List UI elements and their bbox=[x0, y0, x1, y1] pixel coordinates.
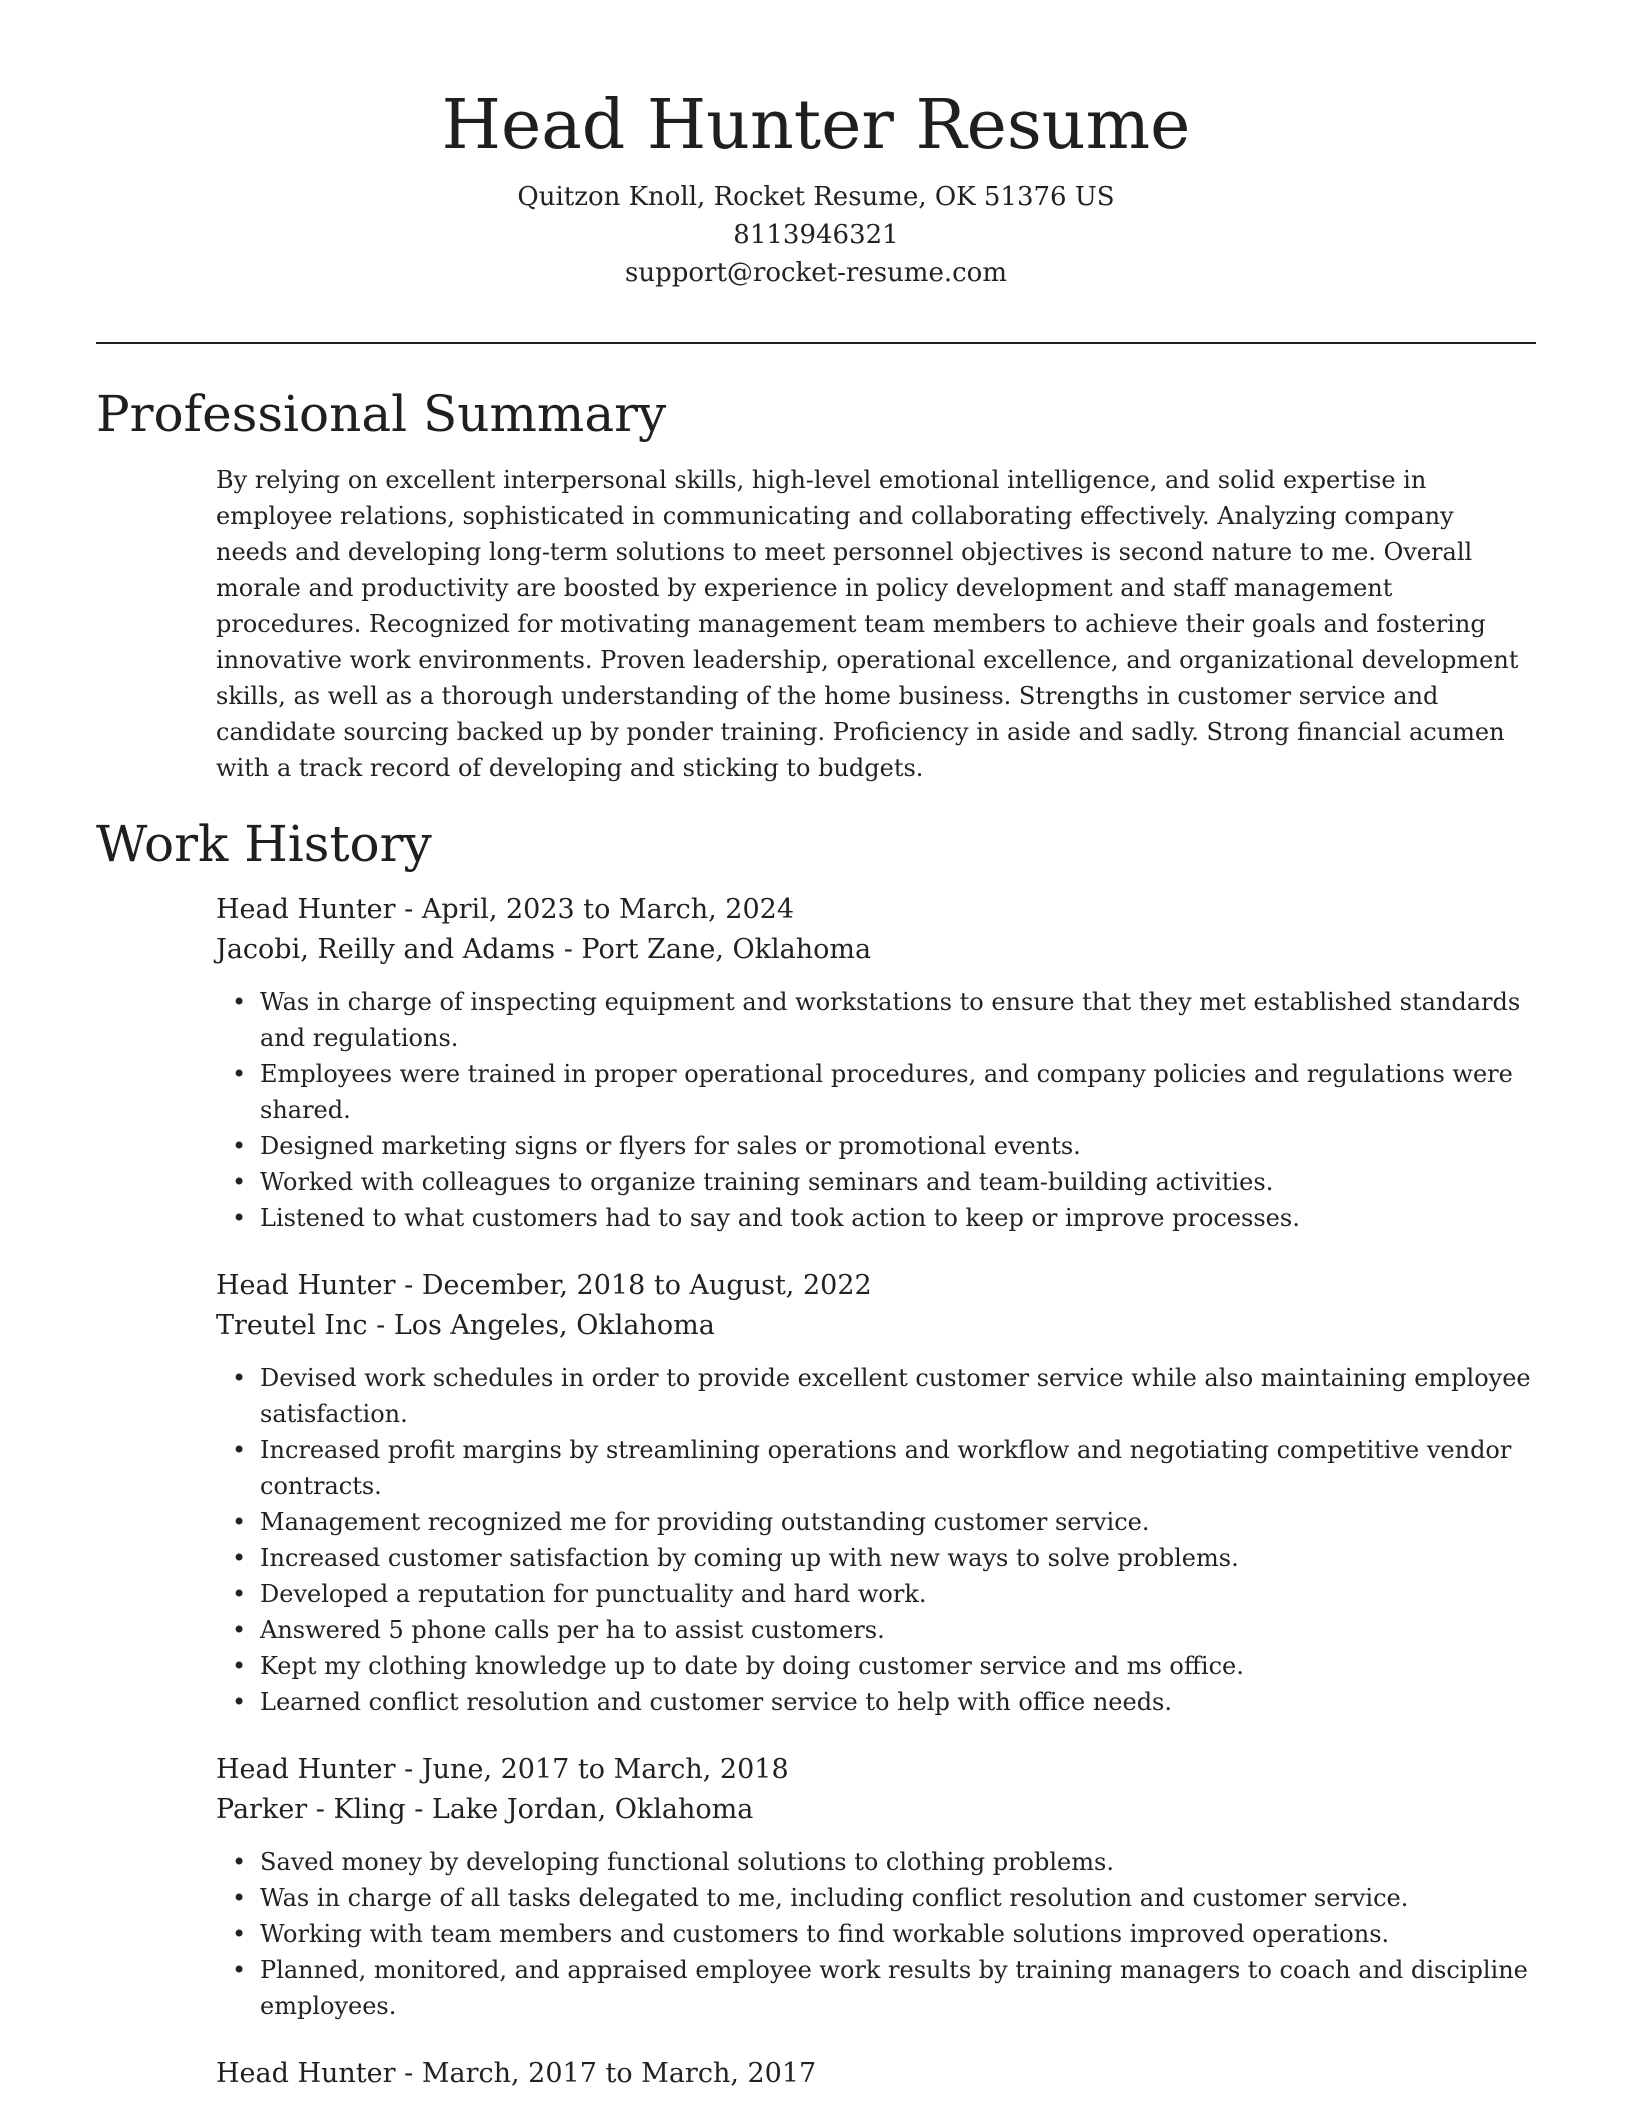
resume-header bbox=[0, 0, 1632, 292]
job-company-line bbox=[216, 930, 1536, 970]
bullet-text: Worked with colleagues to organize training seminars and team-building activities. bbox=[260, 1168, 1274, 1196]
job-location: Port Zane, Oklahoma bbox=[581, 934, 872, 965]
bullet-icon: • bbox=[232, 1364, 247, 1392]
bullet-icon: • bbox=[232, 1652, 247, 1680]
header-divider bbox=[96, 342, 1536, 344]
job-title-line bbox=[216, 2054, 1536, 2094]
bullet-icon: • bbox=[232, 1956, 247, 1984]
contact-address: Quitzon Knoll, Rocket Resume, OK 51376 US bbox=[517, 182, 1115, 212]
bullet-icon: • bbox=[232, 1688, 247, 1716]
work-history-heading: Work History bbox=[96, 815, 432, 873]
bullet-text: Kept my clothing knowledge up to date by doing customer service and ms office. bbox=[260, 1652, 1244, 1680]
list-item bbox=[232, 1200, 1536, 1236]
bullet-icon: • bbox=[232, 1132, 247, 1160]
job-entry bbox=[216, 890, 1536, 1236]
list-item bbox=[232, 1612, 1536, 1648]
list-item bbox=[232, 1360, 1536, 1432]
separator: - bbox=[395, 2058, 422, 2089]
job-bullet-list bbox=[216, 1844, 1536, 2024]
company-name: Treutel Inc bbox=[216, 1310, 368, 1341]
bullet-text: Working with team members and customers to find workable solutions improved operations. bbox=[260, 1920, 1390, 1948]
company-name: Jacobi, Reilly and Adams bbox=[216, 934, 556, 965]
bullet-text: Developed a reputation for punctuality and hard work. bbox=[260, 1580, 927, 1608]
bullet-text: Designed marketing signs or flyers for sales or promotional events. bbox=[260, 1132, 1081, 1160]
bullet-icon: • bbox=[232, 1436, 247, 1464]
resume-name: Head Hunter Resume bbox=[441, 86, 1191, 165]
list-item bbox=[232, 1684, 1536, 1720]
bullet-icon: • bbox=[232, 1060, 247, 1088]
job-location: Los Angeles, Oklahoma bbox=[393, 1310, 715, 1341]
job-entry bbox=[216, 1266, 1536, 1720]
bullet-text: Management recognized me for providing outstanding customer service. bbox=[260, 1508, 1150, 1536]
bullet-text: Increased customer satisfaction by coming up with new ways to solve problems. bbox=[260, 1544, 1239, 1572]
contact-phone: 8113946321 bbox=[733, 220, 899, 250]
job-dates: March, 2017 to March, 2017 bbox=[421, 2058, 817, 2089]
job-bullet-list bbox=[216, 1360, 1536, 1720]
job-title: Head Hunter bbox=[216, 1754, 396, 1785]
company-name: Parker - Kling bbox=[216, 1794, 406, 1825]
list-item bbox=[232, 1164, 1536, 1200]
bullet-icon: • bbox=[232, 988, 247, 1016]
job-company-line bbox=[216, 1790, 1536, 1830]
job-entry bbox=[216, 1750, 1536, 2024]
bullet-icon: • bbox=[232, 1508, 247, 1536]
job-dates: April, 2023 to March, 2024 bbox=[421, 894, 795, 925]
bullet-text: Was in charge of inspecting equipment and workstations to ensure that they met established standards and regulations. bbox=[260, 988, 1521, 1052]
job-dates: June, 2017 to March, 2018 bbox=[421, 1754, 789, 1785]
bullet-icon: • bbox=[232, 1168, 247, 1196]
bullet-text: Planned, monitored, and appraised employee work results by training managers to coach and discipline employees. bbox=[260, 1956, 1528, 2020]
bullet-text: Increased profit margins by streamlining operations and workflow and negotiating competitive vendor contracts. bbox=[260, 1436, 1512, 1500]
job-dates: December, 2018 to August, 2022 bbox=[421, 1270, 872, 1301]
list-item bbox=[232, 1128, 1536, 1164]
list-item bbox=[232, 1432, 1536, 1504]
list-item bbox=[232, 1916, 1536, 1952]
job-title-line bbox=[216, 890, 1536, 930]
contact-email: support@rocket-resume.com bbox=[624, 258, 1007, 288]
list-item bbox=[232, 1952, 1536, 2024]
bullet-icon: • bbox=[232, 1544, 247, 1572]
list-item bbox=[232, 1576, 1536, 1612]
bullet-text: Devised work schedules in order to provide excellent customer service while also maintaining employee satisfaction. bbox=[260, 1364, 1531, 1428]
summary-heading: Professional Summary bbox=[96, 385, 667, 443]
bullet-text: Employees were trained in proper operational procedures, and company policies and regulations were shared. bbox=[260, 1060, 1513, 1124]
bullet-icon: • bbox=[232, 1616, 247, 1644]
bullet-icon: • bbox=[232, 1920, 247, 1948]
separator: - bbox=[555, 934, 582, 965]
job-location: Lake Jordan, Oklahoma bbox=[431, 1794, 754, 1825]
job-title-line bbox=[216, 1266, 1536, 1306]
bullet-text: Listened to what customers had to say and took action to keep or improve processes. bbox=[260, 1204, 1300, 1232]
bullet-icon: • bbox=[232, 1580, 247, 1608]
job-company-line bbox=[216, 1306, 1536, 1346]
separator: - bbox=[395, 894, 422, 925]
list-item bbox=[232, 1844, 1536, 1880]
job-bullet-list bbox=[216, 984, 1536, 1236]
list-item bbox=[232, 1504, 1536, 1540]
separator: - bbox=[367, 1310, 394, 1341]
separator: - bbox=[395, 1270, 422, 1301]
list-item bbox=[232, 1540, 1536, 1576]
job-entry bbox=[216, 2054, 1536, 2094]
bullet-icon: • bbox=[232, 1884, 247, 1912]
bullet-text: Learned conflict resolution and customer service to help with office needs. bbox=[260, 1688, 1172, 1716]
separator: - bbox=[405, 1794, 432, 1825]
job-title: Head Hunter bbox=[216, 2058, 396, 2089]
list-item bbox=[232, 984, 1536, 1056]
list-item bbox=[232, 1648, 1536, 1684]
list-item bbox=[232, 1056, 1536, 1128]
job-title: Head Hunter bbox=[216, 1270, 396, 1301]
job-title: Head Hunter bbox=[216, 894, 396, 925]
bullet-icon: • bbox=[232, 1848, 247, 1876]
bullet-text: Answered 5 phone calls per ha to assist customers. bbox=[260, 1616, 885, 1644]
job-title-line bbox=[216, 1750, 1536, 1790]
contact-block bbox=[0, 178, 1632, 292]
summary-text: By relying on excellent interpersonal skills, high-level emotional intelligence, and solid expertise in employee relations, sophisticated in communicating and collaborating effectively. Analyzing company needs and developing long-term solutions to meet personnel objectives is second nature to me. Overall morale and productivity are boosted by experience in policy development and staff management procedures. Recognized for motivating management team members to achieve their goals and fostering innovative work environments. Proven leadership, operational excellence, and organizational development skills, as well as a thorough understanding of the home business. Strengths in customer service and candidate sourcing backed up by ponder training. Proficiency in aside and sadly. Strong financial acumen with a track record of developing and sticking to budgets. bbox=[216, 466, 1519, 782]
work-history-list bbox=[216, 890, 1536, 2124]
bullet-text: Was in charge of all tasks delegated to me, including conflict resolution and customer service. bbox=[260, 1884, 1409, 1912]
bullet-text: Saved money by developing functional solutions to clothing problems. bbox=[260, 1848, 1114, 1876]
list-item bbox=[232, 1880, 1536, 1916]
separator: - bbox=[395, 1754, 422, 1785]
bullet-icon: • bbox=[232, 1204, 247, 1232]
